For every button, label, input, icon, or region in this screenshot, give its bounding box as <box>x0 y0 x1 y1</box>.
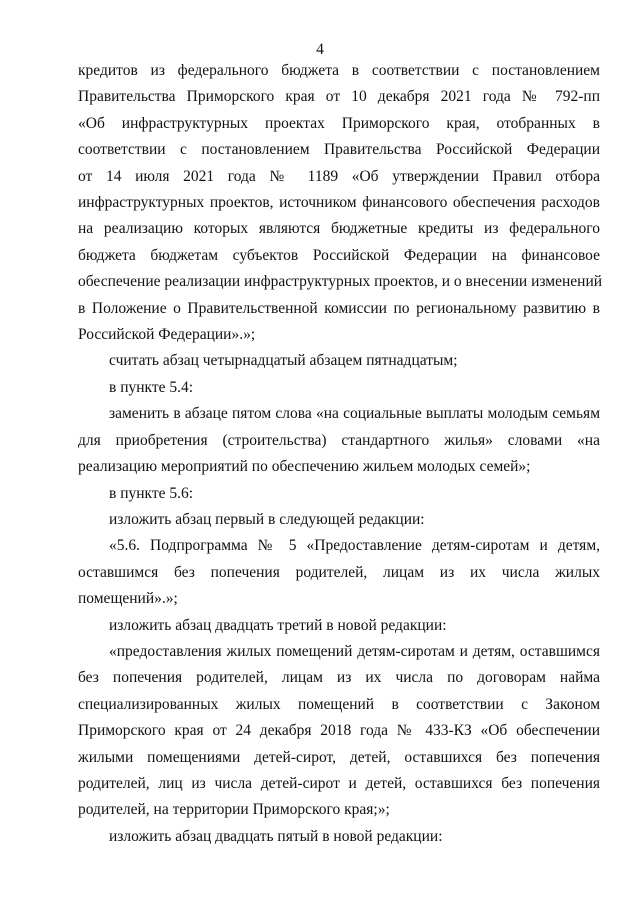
text-line: бюджета бюджетам субъектов Российской Федерации на финансовое <box>78 246 600 264</box>
text-line: в пункте 5.6: <box>109 484 194 502</box>
text-line: изложить абзац двадцать пятый в новой редакции: <box>109 827 443 845</box>
text-line: Российской Федерации».»; <box>78 326 256 344</box>
text-line: без попечения родителей, лицам из их числа по договорам найма <box>78 669 600 687</box>
text-line: соответствии с постановлением Правительства Российской Федерации <box>78 141 600 159</box>
text-line: «предоставления жилых помещений детям-сиротам и детям, оставшимся <box>109 642 600 660</box>
text-line: обеспечение реализации инфраструктурных проектов, и о внесении изменений <box>78 273 603 291</box>
text-line: изложить абзац первый в следующей редакции: <box>109 510 425 528</box>
text-line: специализированных жилых помещений в соответствии с Законом <box>78 695 600 713</box>
text-line: «Об инфраструктурных проектах Приморского края, отобранных в <box>78 114 600 132</box>
text-line: Приморского края от 24 декабря 2018 года № 433-КЗ «Об обеспечении <box>78 722 600 740</box>
text-line: «5.6. Подпрограмма № 5 «Предоставление детям-сиротам и детям, <box>109 537 600 555</box>
text-line: помещений».»; <box>78 590 178 608</box>
text-line: считать абзац четырнадцатый абзацем пятнадцатым; <box>109 352 458 370</box>
text-line: кредитов из федерального бюджета в соответствии с постановлением <box>78 62 600 79</box>
text-line: в Положение о Правительственной комиссии по региональному развитию в <box>78 299 600 317</box>
page-number: 4 <box>316 41 324 58</box>
text-line: для приобретения (строительства) стандартного жилья» словами «на <box>78 431 600 449</box>
text-line: оставшимся без попечения родителей, лицам из их числа жилых <box>78 563 600 581</box>
text-line: Правительства Приморского края от 10 декабря 2021 года № 792-пп <box>78 88 600 106</box>
text-line: родителей, лиц из числа детей-сирот и детей, оставшихся без попечения <box>78 774 600 792</box>
text-line: изложить абзац двадцать третий в новой редакции: <box>109 616 447 634</box>
text-line: на реализацию которых являются бюджетные кредиты из федерального <box>78 220 600 238</box>
text-line: заменить в абзаце пятом слова «на социальные выплаты молодым семьям <box>109 405 600 423</box>
text-line: жилыми помещениями детей-сирот, детей, оставшихся без попечения <box>78 748 600 766</box>
text-line: реализацию мероприятий по обеспечению жильем молодых семей»; <box>78 458 531 476</box>
text-line: инфраструктурных проектов, источником финансового обеспечения расходов <box>78 194 600 212</box>
text-line: родителей, на территории Приморского края;»; <box>78 801 390 819</box>
text-line: в пункте 5.4: <box>109 378 194 396</box>
text-line: от 14 июля 2021 года № 1189 «Об утверждении Правил отбора <box>78 167 600 185</box>
document-body <box>78 58 603 850</box>
